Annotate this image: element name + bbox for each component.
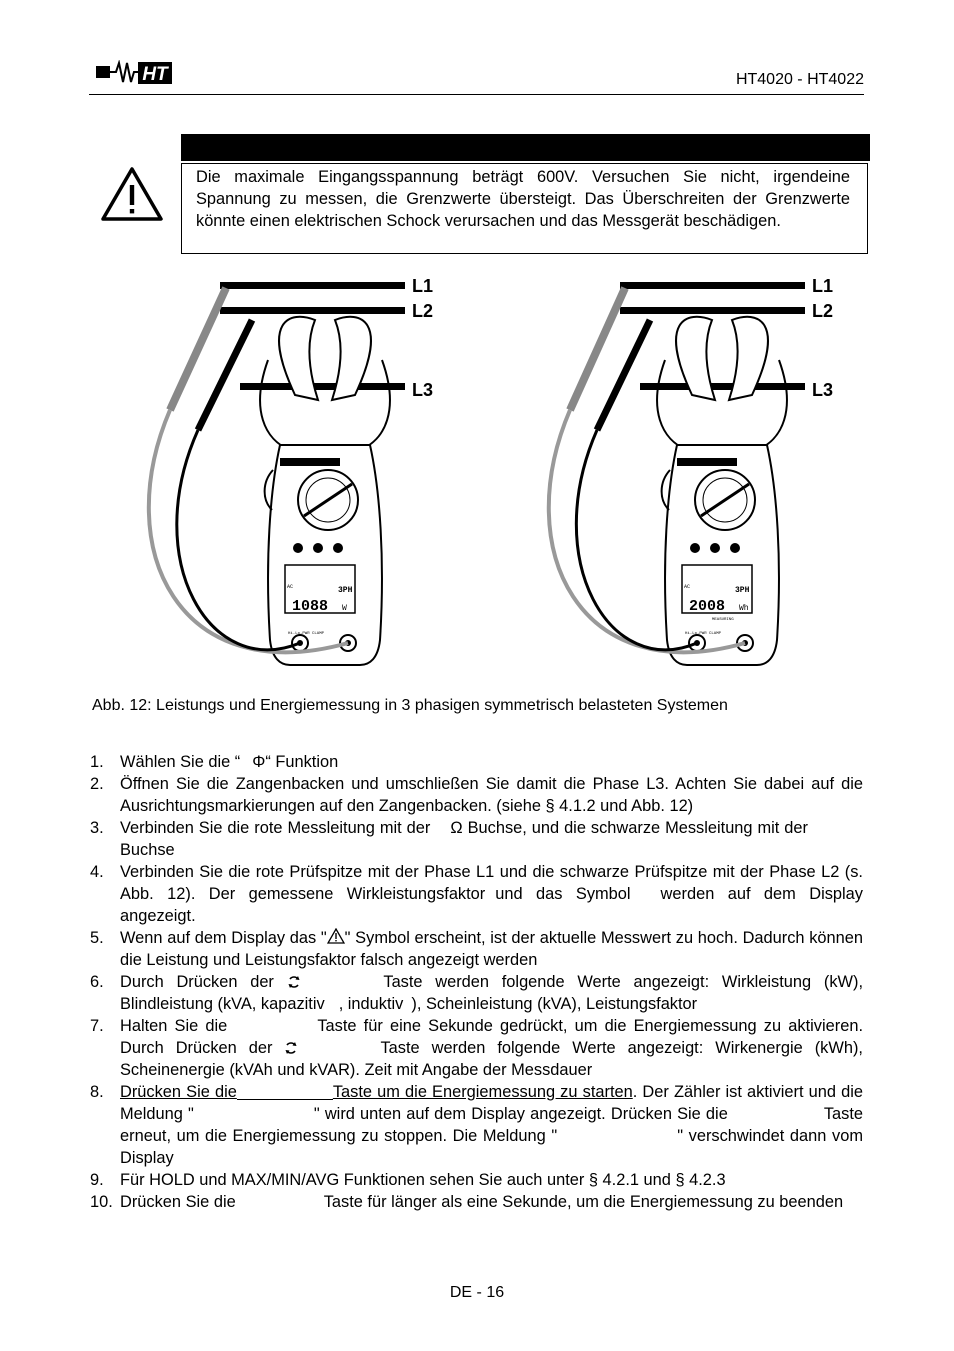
svg-text:AC: AC: [684, 584, 691, 590]
warning-title-bar: [181, 134, 870, 161]
list-item: 10. Drücken Sie die Taste für länger als eine Sekunde, um die Energiemessung zu beenden: [90, 1193, 844, 1211]
list-item: 8. Drücken Sie die Taste um die Energiemessung zu starten. Der Zähler ist aktiviert und die Meldung " " wird unten auf dem Display angezeigt. Drücken Sie die Taste erneut, um die Energiemessung zu stoppen. Die Meldung " " verschwindet dann vom Display: [90, 1083, 864, 1167]
left-phase-labels: [412, 276, 433, 400]
logo-text: HT: [142, 64, 168, 85]
page-number: DE - 16: [449, 1284, 505, 1301]
svg-text:AC: AC: [287, 584, 294, 590]
label-l2-right: L2: [812, 301, 834, 321]
instruction-list: [90, 751, 863, 1213]
svg-text:3PH: 3PH: [735, 586, 750, 595]
rotate-func-icon: [284, 1041, 298, 1055]
list-item: 9. Für HOLD und MAX/MIN/AVG Funktionen sehen Sie auch unter § 4.2.1 und § 4.2.3: [90, 1171, 726, 1189]
list-item: 4. Verbinden Sie die rote Prüfspitze mit der Phase L1 und die schwarze Prüfspitze mit der Phase L2 (s. Abb. 12). Der gemessene Wirkleistungsfaktor und das Symbol werden auf dem Display angezeigt.: [90, 863, 863, 925]
right-phase-labels: [812, 276, 833, 400]
left-meter-reading: 1088: [292, 598, 329, 615]
svg-text:Hi-Lo-PWR CLAMP: Hi-Lo-PWR CLAMP: [288, 632, 325, 636]
model-number: HT4020 - HT4022: [735, 71, 864, 88]
list-item: 2. Öffnen Sie die Zangenbacken und umschließen Sie damit die Phase L3. Achten Sie dabei auf die Ausrichtungsmarkierungen auf den Zangenbacken. (siehe § 4.1.2 und Abb. 12): [90, 775, 863, 815]
svg-text:HT4050: HT4050: [689, 467, 711, 474]
svg-text:3PH: 3PH: [338, 586, 353, 595]
label-l3: L3: [412, 380, 434, 400]
label-l1-right: L1: [812, 276, 834, 296]
list-item: 1. Wählen Sie die “ Φ“ Funktion: [90, 753, 339, 771]
header-divider: [89, 94, 864, 95]
list-item: 6. Durch Drücken der Taste werden folgende Werte angezeigt: Wirkleistung (kW), Blindleistung (kVA, kapazitiv , induktiv ), Scheinleistung (kVA), Leistungsfaktor: [90, 973, 863, 1013]
left-setup: [149, 282, 405, 665]
rotate-func-icon: [287, 975, 301, 989]
svg-text:W: W: [342, 604, 347, 613]
right-meter-reading: 2008: [689, 598, 726, 615]
warning-text: Die maximale Eingangsspannung beträgt 600V. Versuchen Sie nicht, irgendeine Spannung zu messen, die Grenzwerte übersteigt. Das Überschreiten der Grenzwerte könnte einen elektrischen Schock verursachen und das Messgerät beschädigen.: [196, 168, 850, 230]
warning-triangle-icon: [100, 166, 164, 222]
label-l2: L2: [412, 301, 434, 321]
warning-symbol-icon: [327, 928, 345, 944]
label-l1: L1: [412, 276, 434, 296]
list-item: 3. Verbinden Sie die rote Messleitung mit der Ω Buchse, und die schwarze Messleitung mit derBuchse: [90, 819, 808, 859]
svg-text:HT4050: HT4050: [292, 467, 314, 474]
svg-text:Wh: Wh: [739, 604, 749, 613]
clamp-meter-figure: [100, 270, 860, 690]
list-item: 5. Wenn auf dem Display das " " Symbol erscheint, ist der aktuelle Messwert zu hoch. Dadurch können die Leistung und Leistungsfaktor falsch angezeigt werden: [90, 929, 864, 969]
svg-text:Hi-Lo-PWR CLAMP: Hi-Lo-PWR CLAMP: [685, 632, 722, 636]
label-l3-right: L3: [812, 380, 834, 400]
ht-logo: [96, 60, 176, 86]
figure-caption: Abb. 12: Leistungs und Energiemessung in 3 phasigen symmetrisch belasteten Systemen: [92, 697, 728, 714]
svg-text:MEASURING: MEASURING: [712, 618, 734, 622]
list-item: 7. Halten Sie die Taste für eine Sekunde gedrückt, um die Energiemessung zu aktivieren. Durch Drücken der Taste werden folgende Werte angezeigt: Wirkenergie (kWh), Scheinenergie (kVAh und kVAR). Zeit mit Angabe der Messdauer: [90, 1017, 863, 1079]
right-setup: [549, 282, 805, 665]
